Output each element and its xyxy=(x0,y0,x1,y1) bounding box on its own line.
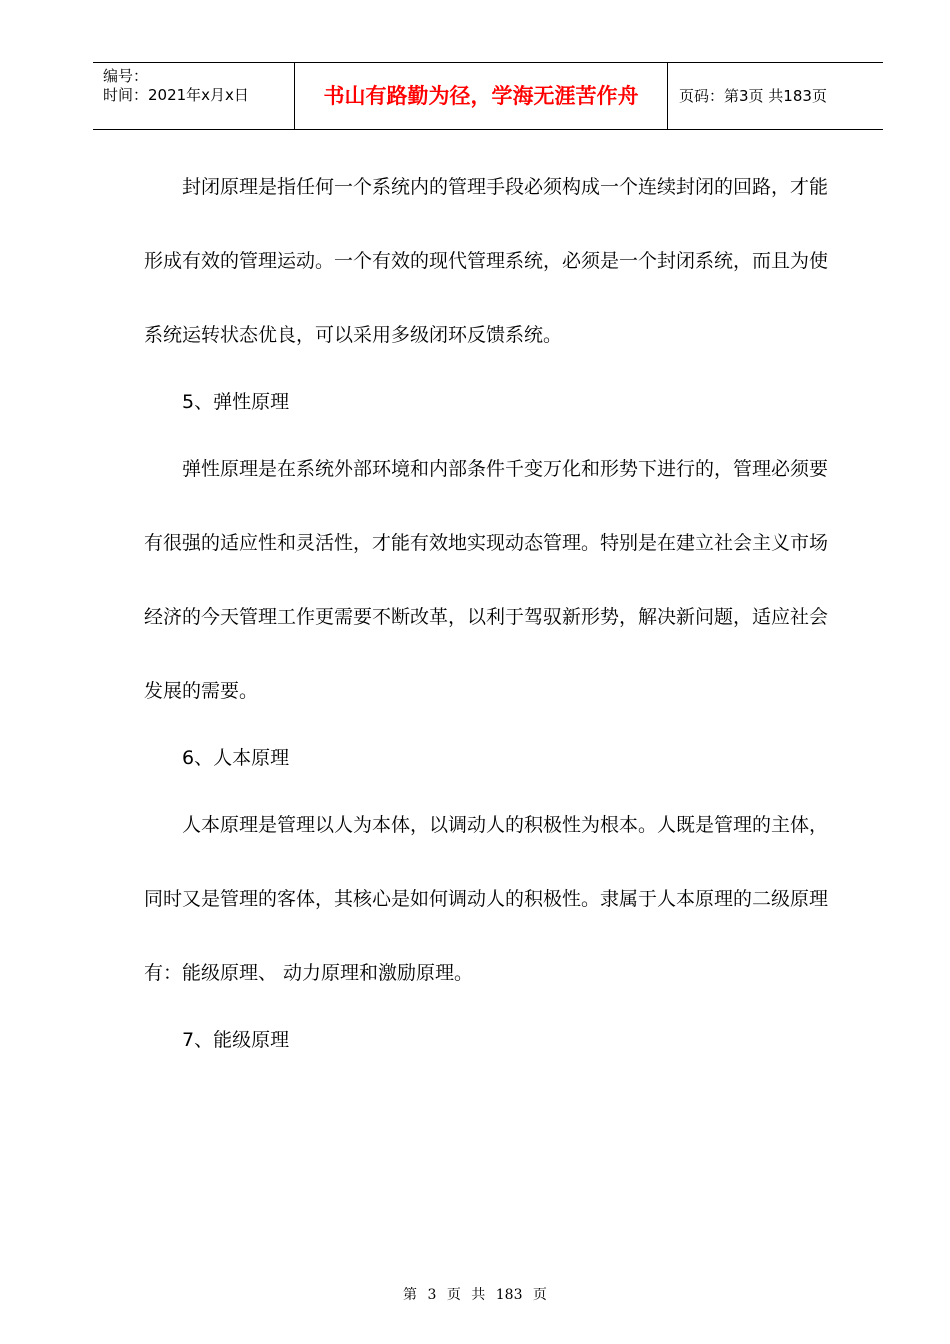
paragraph-closure-principle: 封闭原理是指任何一个系统内的管理手段必须构成一个连续封闭的回路，才能形成有效的管理运动。一个有效的现代管理系统，必须是一个封闭系统，而且为使系统运转状态优良，可以采用多级闭环反馈系统。 xyxy=(144,176,829,346)
page-footer: 第 3 页 共 183 页 xyxy=(403,1287,547,1303)
header-divider-right xyxy=(667,63,668,129)
page-header xyxy=(93,62,883,130)
number-label: 编号： xyxy=(103,67,149,85)
heading-humanistic-principle: 6、人本原理 xyxy=(182,747,290,769)
heading-energy-level-principle: 7、能级原理 xyxy=(182,1029,290,1051)
time-label: 时间：2021年x月x日 xyxy=(103,86,249,104)
header-motto: 书山有路勤为径，学海无涯苦作舟 xyxy=(323,84,639,108)
heading-elasticity-principle: 5、弹性原理 xyxy=(182,391,290,413)
header-meta xyxy=(103,67,249,105)
paragraph-humanistic-principle: 人本原理是管理以人为本体，以调动人的积极性为根本。人既是管理的主体，同时又是管理的客体，其核心是如何调动人的积极性。隶属于人本原理的二级原理有：能级原理、 动力原理和激励原理。 xyxy=(144,814,829,984)
document-body xyxy=(144,150,844,1070)
paragraph-elasticity-principle: 弹性原理是在系统外部环境和内部条件千变万化和形势下进行的，管理必须要有很强的适应性和灵活性，才能有效地实现动态管理。特别是在建立社会主义市场经济的今天管理工作更需要不断改革，以利于驾驭新形势，解决新问题，适应社会发展的需要。 xyxy=(144,458,829,702)
header-page-info: 页码：第3页 共183页 xyxy=(679,87,827,105)
